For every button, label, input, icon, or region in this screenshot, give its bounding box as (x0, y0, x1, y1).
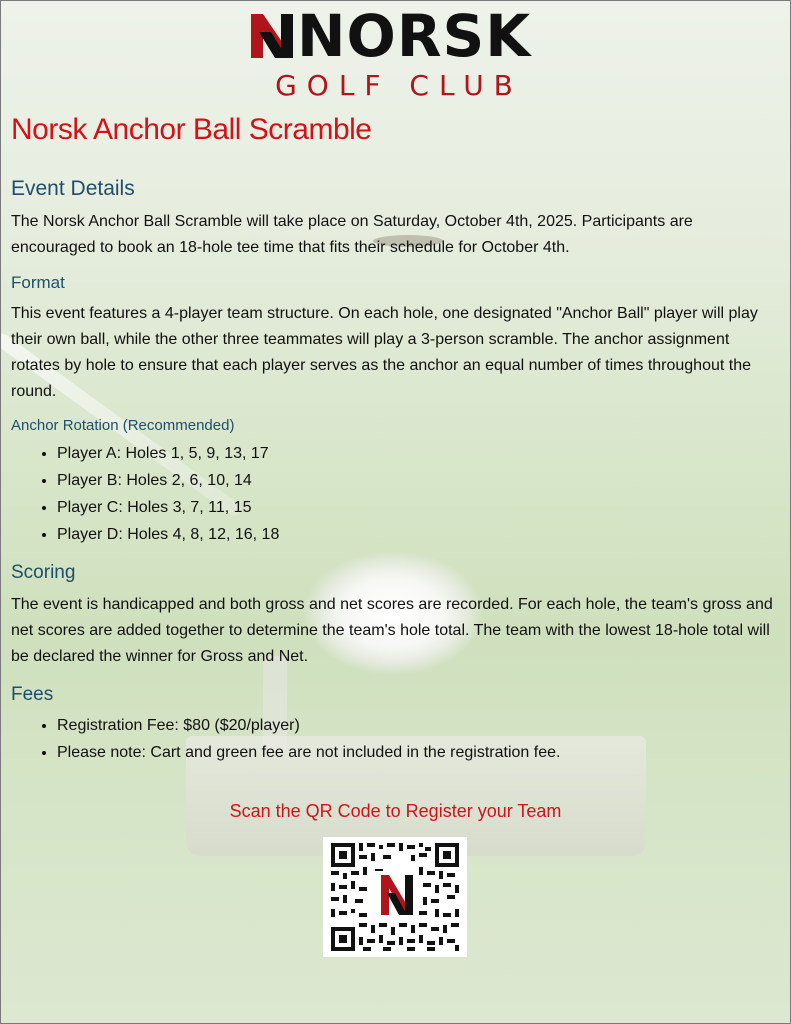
qr-caption: Scan the QR Code to Register your Team (229, 801, 562, 821)
fees-heading: Fees (11, 684, 54, 705)
anchor-rotation-list (11, 440, 781, 548)
qr-code-icon (323, 837, 467, 957)
list-item: • Registration Fee: $80 ($20/player) (57, 712, 781, 739)
logo-name: NORSK (297, 2, 532, 70)
scoring-text: The event is handicapped and both gross and net scores are recorded. For each hole, the team's gross and net scores are added together to determine the team's hole total. The team with the lowest 18-hole total will be declared the winner for Gross and Net. (11, 596, 773, 665)
fees-list (11, 712, 781, 766)
list-item: • Please note: Cart and green fee are not included in the registration fee. (57, 739, 781, 766)
format-heading: Format (11, 273, 65, 292)
club-logo (249, 2, 549, 102)
registration-qr[interactable] (323, 837, 467, 957)
list-item: • Player A: Holes 1, 5, 9, 13, 17 (57, 440, 781, 467)
list-item: • Player C: Holes 3, 7, 11, 15 (57, 494, 781, 521)
list-item: • Player D: Holes 4, 8, 12, 16, 18 (57, 521, 781, 548)
format-text: This event features a 4-player team structure. On each hole, one designated "Anchor Ball" player will play their own ball, while the other three teammates will play a 3-person scramble. The anchor assignment rotates by hole to ensure that each player serves as the anchor an equal number of times throughout the round. (11, 305, 758, 400)
scoring-heading: Scoring (11, 562, 76, 583)
event-details-text: The Norsk Anchor Ball Scramble will take place on Saturday, October 4th, 2025. Participants are encouraged to book an 18-hole tee time that fits their schedule for October 4th. (11, 213, 693, 256)
list-item: • Player B: Holes 2, 6, 10, 14 (57, 467, 781, 494)
norsk-n-logo-icon (249, 10, 295, 62)
event-details-heading: Event Details (11, 177, 135, 200)
page-title: Norsk Anchor Ball Scramble (11, 113, 372, 146)
anchor-rotation-heading: Anchor Rotation (Recommended) (11, 417, 235, 434)
flyer-content (11, 113, 781, 766)
logo-subtitle: GOLF CLUB (275, 69, 523, 102)
